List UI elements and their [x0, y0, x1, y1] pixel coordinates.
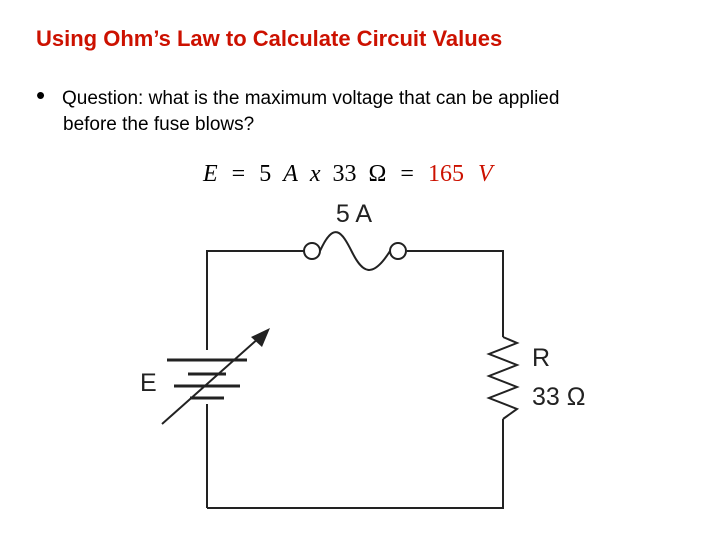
question-line-2: before the fuse blows?	[63, 114, 255, 135]
battery-gap	[180, 350, 238, 404]
formula-equals-1: =	[231, 161, 246, 187]
fuse-label: 5 A	[335, 200, 373, 228]
question-line-1: Question: what is the maximum voltage that can be applied	[62, 88, 560, 109]
slide-title: Using Ohm’s Law to Calculate Circuit Values	[36, 26, 503, 51]
bullet-icon: •	[36, 80, 46, 110]
resistor-zigzag	[489, 337, 517, 419]
source-label: E	[140, 369, 157, 397]
fuse-element	[320, 232, 390, 270]
formula-resistance-unit: Ω	[368, 161, 387, 187]
fuse-terminal-left	[304, 243, 320, 259]
formula-result-value: 165	[427, 161, 464, 187]
formula-voltage-symbol: E	[203, 161, 218, 187]
resistor-value-label: 33 Ω	[532, 383, 586, 411]
formula-times: x	[309, 161, 321, 187]
formula-current-value: 5	[259, 161, 272, 187]
fuse-terminal-right	[390, 243, 406, 259]
wire-bottom	[207, 419, 503, 508]
variable-arrow-icon	[251, 328, 270, 347]
formula-current-unit: A	[283, 161, 298, 187]
wire-right-top	[407, 251, 503, 337]
resistor-name-label: R	[532, 344, 551, 372]
formula-resistance-value: 33	[332, 161, 357, 187]
formula-equals-2: =	[400, 161, 414, 187]
formula-result-unit: V	[477, 161, 493, 187]
